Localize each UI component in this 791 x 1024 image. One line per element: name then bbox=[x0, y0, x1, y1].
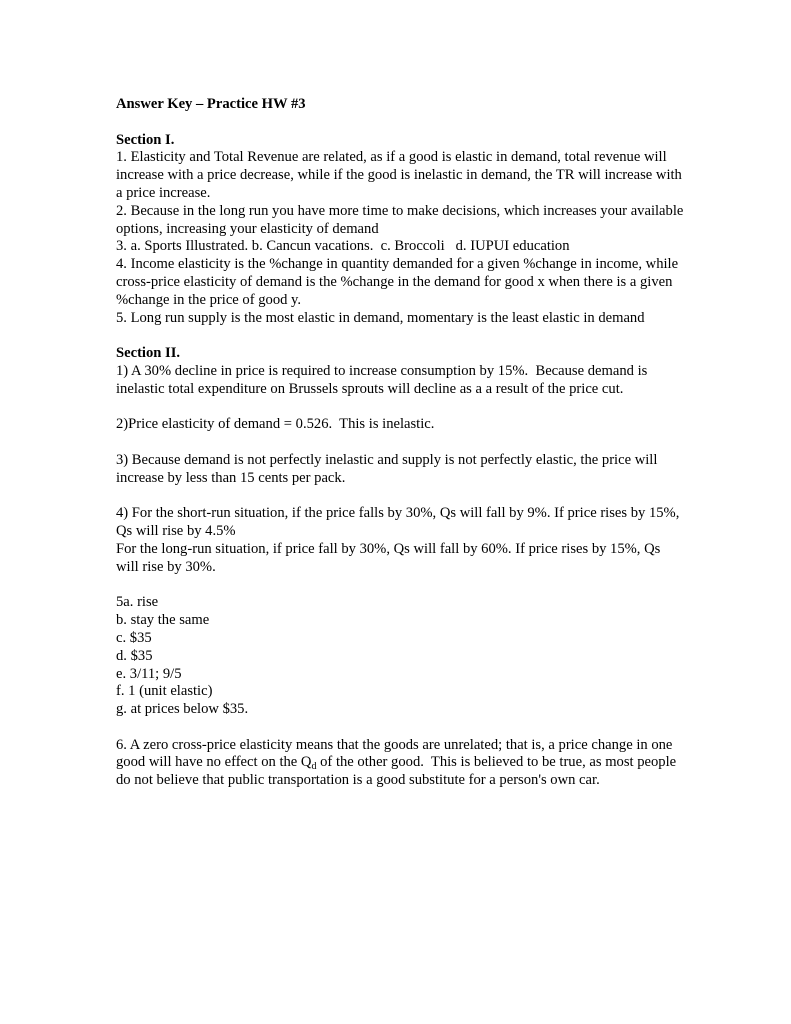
spacer bbox=[116, 399, 686, 417]
section-2-answer-5a: 5a. rise bbox=[116, 594, 159, 611]
section-2-answer-5g: g. at prices below $35. bbox=[116, 701, 249, 718]
section-2-heading: Section II. bbox=[116, 345, 181, 362]
section-2-answer-5c: c. $35 bbox=[116, 629, 152, 646]
section-2-answer-3: 3) Because demand is not perfectly inelastic and supply is not perfectly elastic, the price will increase by less than 15 cents per pack. bbox=[116, 451, 662, 486]
section-2-answer-2: 2)Price elasticity of demand = 0.526. This is inelastic. bbox=[116, 416, 435, 433]
section-2-answer-5e: e. 3/11; 9/5 bbox=[116, 665, 182, 682]
section-1-heading: Section I. bbox=[116, 131, 175, 148]
section-1-item-2: 2. Because in the long run you have more time to make decisions, which increases your available options, increasing your elasticity of demand bbox=[116, 202, 688, 237]
spacer bbox=[116, 434, 686, 452]
section-2-answer-4-short-run: 4) For the short-run situation, if the price falls by 30%, Qs will fall by 9%. If price rises by 15%, Qs will rise by 4.5% bbox=[116, 505, 684, 540]
answer-6-text-start: 6. A zero cross-price elasticity means that the goods are unrelated; that is, a price change in one good will have no effect on the Q bbox=[116, 736, 677, 771]
spacer bbox=[116, 327, 686, 345]
spacer bbox=[116, 577, 686, 595]
spacer bbox=[116, 719, 686, 737]
section-2-answer-5d: d. $35 bbox=[116, 647, 153, 664]
section-2-answer-1: 1) A 30% decline in price is required to increase consumption by 15%. Because demand is inelastic total expenditure on Brussels sprouts will decline as a a result of the price cut. bbox=[116, 362, 651, 397]
spacer bbox=[116, 114, 686, 132]
document-page bbox=[116, 96, 686, 790]
answer-6-text-end: of the other good. This is believed to be true, as most people do not believe that public transportation is a good substitute for a person's own car. bbox=[116, 754, 680, 789]
section-2-answer-4-long-run: For the long-run situation, if price fall by 30%, Qs will fall by 60%. If price rises by 15%, Qs will rise by 30%. bbox=[116, 540, 664, 575]
answer-6-subscript: d bbox=[311, 761, 317, 773]
section-1-item-5: 5. Long run supply is the most elastic in demand, momentary is the least elastic in demand bbox=[116, 309, 645, 326]
document-title: Answer Key – Practice HW #3 bbox=[116, 96, 306, 112]
section-1-item-3: 3. a. Sports Illustrated. b. Cancun vacations. c. Broccoli d. IUPUI education bbox=[116, 238, 570, 255]
section-1-item-1: 1. Elasticity and Total Revenue are related, as if a good is elastic in demand, total revenue will increase with a price decrease, while if the good is inelastic in demand, the TR will increase with a price increase. bbox=[116, 149, 686, 201]
section-2-answer-5f: f. 1 (unit elastic) bbox=[116, 683, 213, 700]
spacer bbox=[116, 488, 686, 506]
section-2-answer-6 bbox=[116, 737, 686, 790]
section-1-item-4: 4. Income elasticity is the %change in quantity demanded for a given %change in income, while cross-price elasticity of demand is the %change in the demand for good x when there is a given %change in the price of good y. bbox=[116, 256, 682, 308]
section-2-answer-5b: b. stay the same bbox=[116, 612, 210, 629]
